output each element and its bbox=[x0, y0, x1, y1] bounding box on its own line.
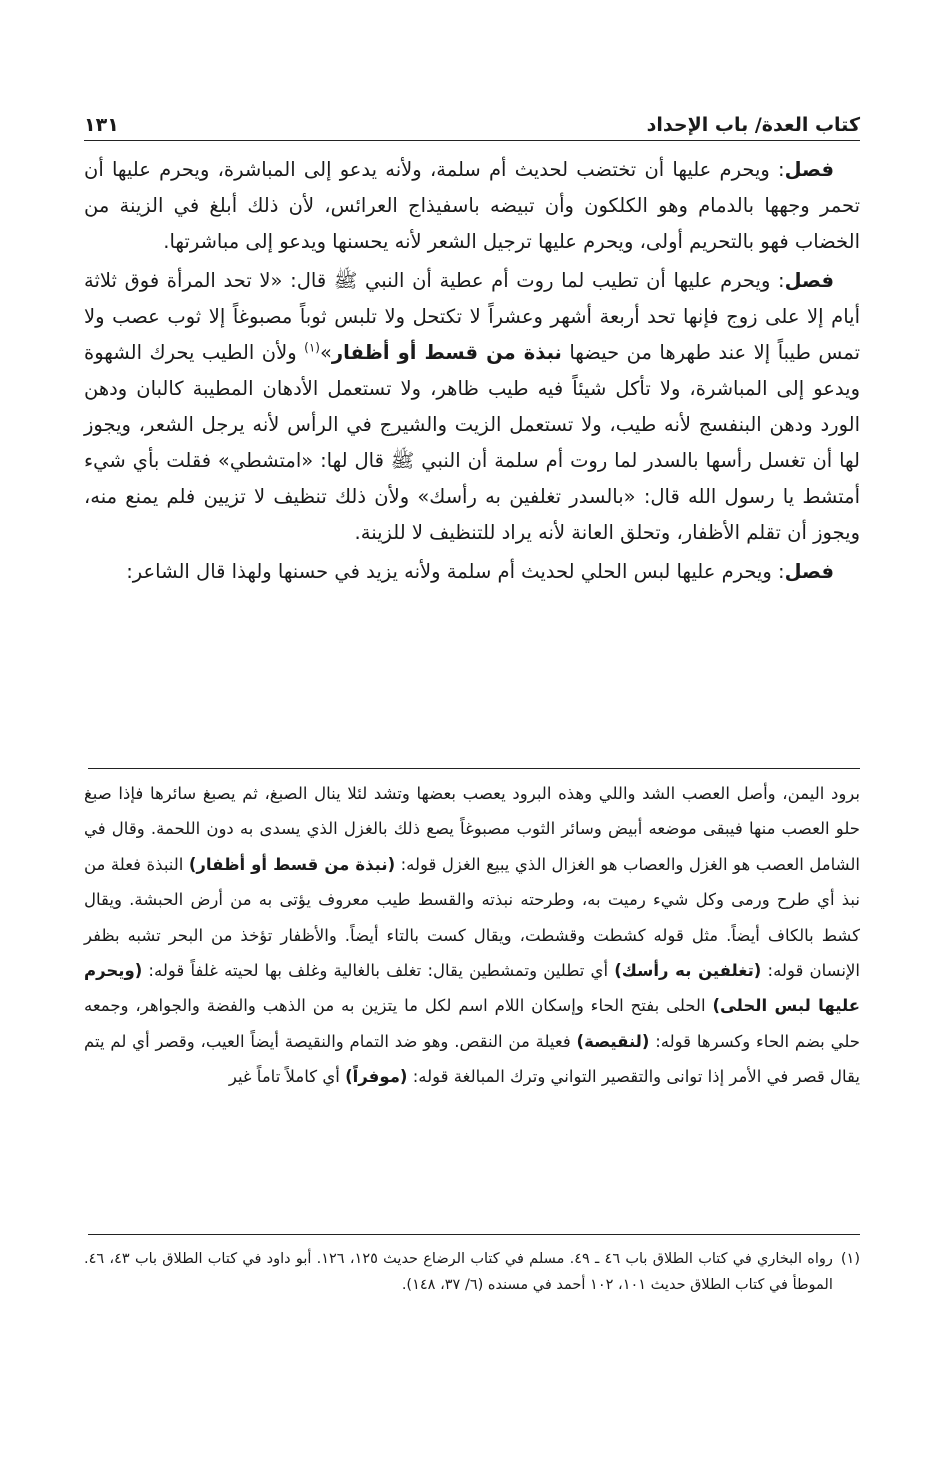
footnote-marker: (١) bbox=[304, 340, 320, 355]
page-number: ١٣١ bbox=[84, 114, 119, 136]
commentary-text: فعيلة من النقص. وهو ضد التمام والنقيصة أيضاً العيب، وقصر أي لم يتم يقال قصر في الأمر إذا توانى والتقصير التواني وترك المبالغة قوله: bbox=[84, 1031, 860, 1087]
notes-divider bbox=[88, 768, 860, 769]
section-lead: فصل bbox=[784, 269, 834, 292]
main-text bbox=[84, 152, 860, 593]
commentary-notes bbox=[84, 776, 860, 1095]
footnote-text: رواه البخاري في كتاب الطلاق باب ٤٦ ـ ٤٩. مسلم في كتاب الرضاع حديث ١٢٥، ١٢٦. أبو داود في كتاب الطلاق باب ٤٣، ٤٦. الموطأ في كتاب الطلاق حديث ١٠١، ١٠٢ أحمد في مسنده (٦/ ٣٧، ١٤٨). bbox=[84, 1251, 833, 1293]
commentary-text: أي تطلين وتمشطين يقال: تغلف بالغالية وغلف بها لحيته غلفاً قوله: bbox=[142, 961, 615, 981]
commentary-term: (موفراً) bbox=[345, 1067, 408, 1087]
header-divider bbox=[84, 140, 860, 141]
bold-phrase: نبذة من قسط أو أظفار bbox=[331, 341, 562, 364]
commentary-term: (ويحرم عليها لبس الحلى) bbox=[84, 961, 860, 1016]
paragraph-text: : ويحرم عليها أن تطيب لما روت أم عطية أن النبي ﷺ قال: «لا تحد المرأة فوق ثلاثة أيام إلا على زوج فإنها تحد أربعة أشهر وعشراً لا تكتحل ولا تلبس ثوباً مصبوغاً إلا ثوب عصب ولا تمس طيباً إلا عند طهرها من حيضها bbox=[84, 269, 860, 364]
paragraph-text: » bbox=[319, 341, 332, 364]
footnote-number: (١) bbox=[840, 1251, 860, 1267]
commentary-text: برود اليمن، وأصل العصب الشد واللي وهذه البرود يعصب بعضها وتشد لئلا ينال الصبغ، ثم يصبغ سائرها فإذا صبغ حلو العصب منها فيبقى موضعه أبيض وسائر الثوب مصبوغاً يصع ذلك بالغزل الذي يسدى به دون اللحمة. وقال في الشامل العصب هو الغزل والعصاب هو الغزال الذي يبيع الغزل قوله: bbox=[84, 784, 860, 874]
footnotes bbox=[84, 1246, 860, 1298]
footnote-1 bbox=[84, 1246, 860, 1298]
commentary-text: أي كاملاً تاماً غير bbox=[228, 1067, 346, 1087]
commentary-paragraph bbox=[84, 776, 860, 1095]
paragraph-2 bbox=[84, 263, 860, 551]
section-lead: فصل bbox=[784, 158, 834, 181]
paragraph-3 bbox=[84, 554, 860, 590]
commentary-term: (لنقيصة) bbox=[576, 1031, 650, 1051]
running-header bbox=[84, 100, 860, 136]
footnote-divider bbox=[88, 1234, 860, 1235]
commentary-text: النبذة فعلة من نبذ أي طرح ورمى وكل شيء رميت به، وطرحته نبذته والقسط طيب معروف يؤتى به من أرض الحبشة. ويقال كشط بالكاف أيضاً. مثل قوله كشطت وقشطت، ويقال كست بالتاء أيضاً. والأظفار تؤخذ من البحر تشبه بظفر الإنسان قوله: bbox=[84, 854, 860, 981]
chapter-title: كتاب العدة/ باب الإحداد bbox=[646, 114, 860, 136]
commentary-term: (نبذة من قسط أو أظفار) bbox=[188, 854, 396, 874]
paragraph-text: : ويحرم عليها لبس الحلي لحديث أم سلمة ولأنه يزيد في حسنها ولهذا قال الشاعر: bbox=[126, 560, 785, 583]
commentary-text: الحلى بفتح الحاء وإسكان اللام اسم لكل ما يتزين به من الذهب والفضة والجواهر، وجمعه حلي بضم الحاء وكسرها قوله: bbox=[84, 996, 860, 1051]
commentary-term: (تغلفين به رأسك) bbox=[614, 961, 762, 981]
section-lead: فصل bbox=[784, 560, 834, 583]
paragraph-text: : ويحرم عليها أن تختضب لحديث أم سلمة، ولأنه يدعو إلى المباشرة، ويحرم عليها أن تحمر وجهها بالدمام وهو الكلكون وأن تبيضه باسفيذاج العرائس، لأن ذلك أبلغ في الزينة من الخضاب فهو بالتحريم أولى، ويحرم عليها ترجيل الشعر لأنه يحسنها ويدعو إلى مباشرتها. bbox=[84, 158, 860, 253]
paragraph-text: ولأن الطيب يحرك الشهوة ويدعو إلى المباشرة، ولا تأكل شيئاً فيه طيب ظاهر، ولا تستعمل الأدهان المطيبة كالبان ودهن الورد ودهن البنفسج لأنه طيب، ولا تستعمل الزيت والشيرج في الرأس لأنه يرجل الشعر، ويجوز لها أن تغسل رأسها بالسدر لما روت أم سلمة أن النبي ﷺ قال لها: «امتشطي» فقلت بأي شيء أمتشط يا رسول الله قال: «بالسدر تغلفين به رأسك» ولأن ذلك تنظيف لا تزيين فلم يمنع منه، ويجوز أن تقلم الأظفار، وتحلق العانة لأنه يراد للتنظيف لا للزينة. bbox=[84, 341, 860, 544]
paragraph-1 bbox=[84, 152, 860, 260]
